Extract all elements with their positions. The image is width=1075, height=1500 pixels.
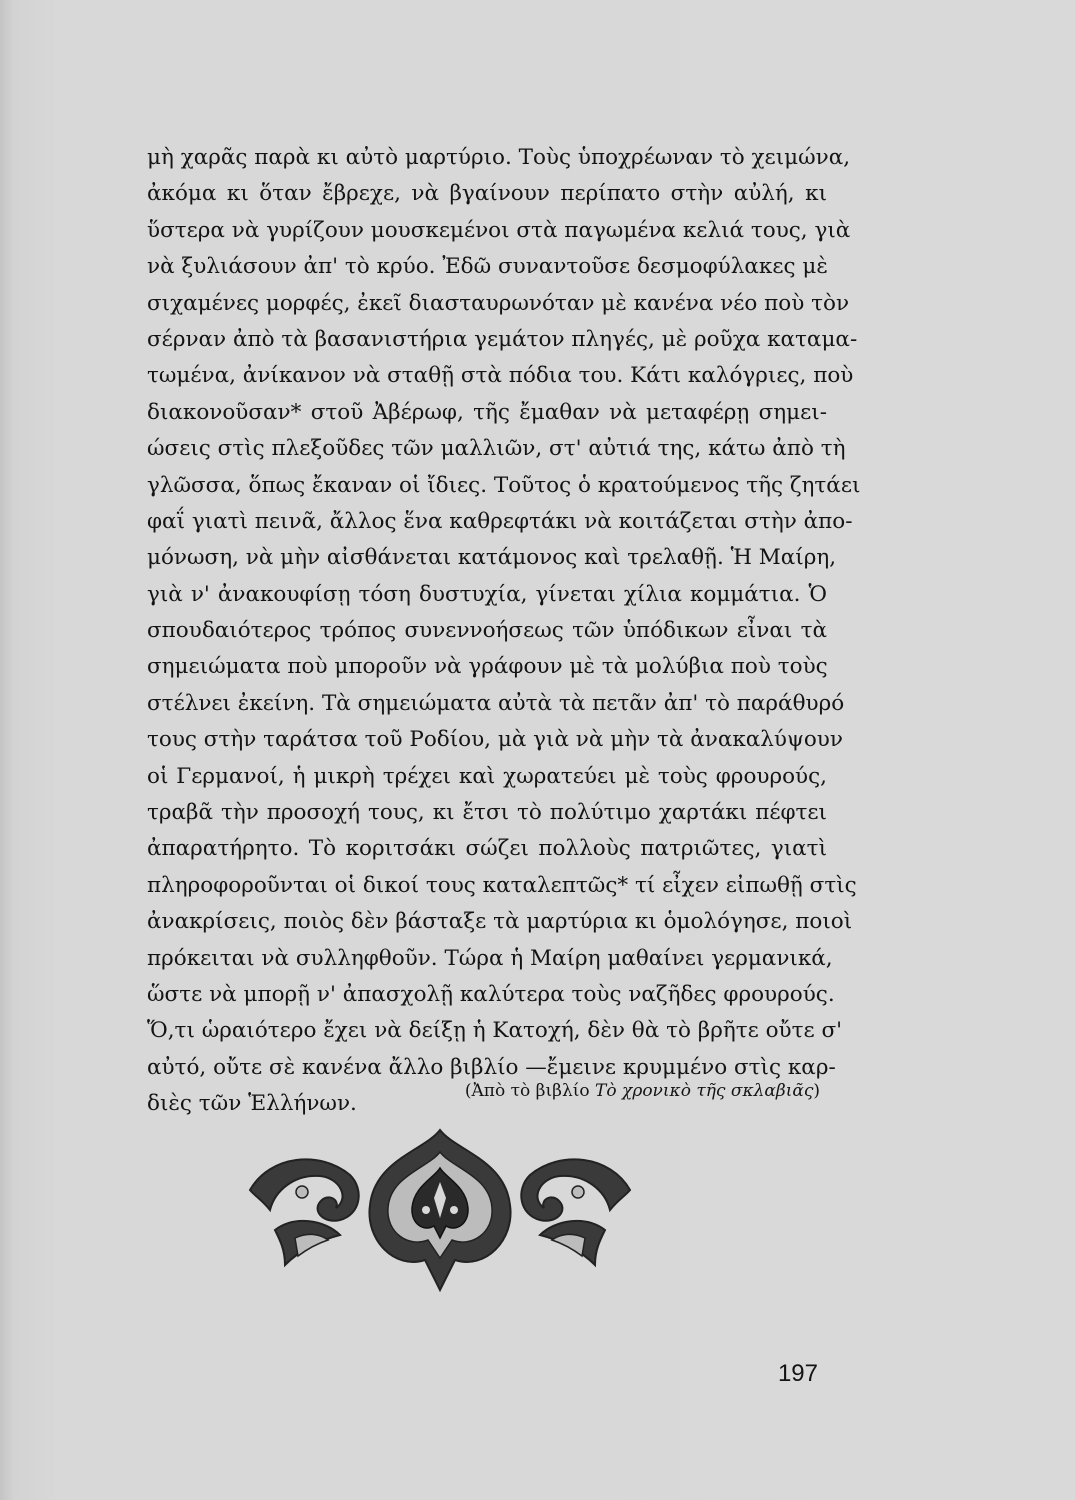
text-line: τωμένα, ἀνίκανον νὰ σταθῇ στὰ πόδια του. Κάτι καλόγριες, ποὺ <box>147 363 854 389</box>
text-line: διὲς τῶν Ἑλλήνων. <box>147 1091 357 1117</box>
text-line: πληροφοροῦνται οἱ δικοί τους καταλεπτῶς* τί εἶχεν εἰπωθῇ στὶς <box>147 872 857 898</box>
text-line: στέλνει ἐκείνη. Τὰ σημειώματα αὐτὰ τὰ πετᾶν ἀπ' τὸ παράθυρό <box>147 690 845 716</box>
text-line: τραβᾶ τὴν προσοχή τους, κι ἔτσι τὸ πολύτιμο χαρτάκι πέφτει <box>147 800 827 826</box>
text-line: ὕστερα νὰ γυρίζουν μουσκεμένοι στὰ παγωμένα κελιά τους, γιὰ <box>147 217 851 243</box>
text-line: μόνωση, νὰ μὴν αἰσθάνεται κατάμονος καὶ τρελαθῇ. Ἡ Μαίρη, <box>147 545 837 571</box>
text-line: σέρναν ἀπὸ τὰ βασανιστήρια γεμάτον πληγές, μὲ ροῦχα καταμα- <box>147 326 858 352</box>
source-suffix: ) <box>813 1081 820 1101</box>
text-line: νὰ ξυλιάσουν ἀπ' τὸ κρύο. Ἐδῶ συναντοῦσε δεσμοφύλακες μὲ <box>147 254 828 280</box>
text-line: οἱ Γερμανοί, ἡ μικρὴ τρέχει καὶ χωρατεύει μὲ τοὺς φρουρούς, <box>147 763 827 789</box>
text-line: γιὰ ν' ἀνακουφίσῃ τόση δυστυχία, γίνεται χίλια κομμάτια. Ὁ <box>147 581 827 607</box>
source-book-title: Τὸ χρονικὸ τῆς σκλαβιᾶς <box>595 1081 814 1101</box>
text-line: τους στὴν ταράτσα τοῦ Ροδίου, μὰ γιὰ νὰ μὴν τὰ ἀνακαλύψουν <box>147 727 843 753</box>
text-line: ἀνακρίσεις, ποιὸς δὲν βάσταξε τὰ μαρτύρια κι ὁμολόγησε, ποιοὶ <box>147 909 853 935</box>
text-line: σιχαμένες μορφές, ἐκεῖ διασταυρωνόταν μὲ κανένα νέο ποὺ τὸν <box>147 290 850 316</box>
page-number: 197 <box>777 1360 818 1387</box>
text-line: φαΐ γιατὶ πεινᾶ, ἄλλος ἕνα καθρεφτάκι νὰ κοιτάζεται στὴν ἀπο- <box>147 508 853 534</box>
source-citation <box>465 1081 820 1101</box>
text-line: ἀκόμα κι ὅταν ἔβρεχε, νὰ βγαίνουν περίπατο στὴν αὐλή, κι <box>147 181 827 207</box>
text-line: ὥστε νὰ μπορῇ ν' ἀπασχολῇ καλύτερα τοὺς ναζῆδες φρουρούς. <box>147 981 835 1007</box>
text-line: διακονοῦσαν* στοῦ Ἀβέρωφ, τῆς ἔμαθαν νὰ μεταφέρῃ σημει- <box>147 399 827 425</box>
text-line: ἀπαρατήρητο. Τὸ κοριτσάκι σώζει πολλοὺς πατριῶτες, γιατὶ <box>147 836 827 862</box>
text-line: σημειώματα ποὺ μποροῦν νὰ γράφουν μὲ τὰ μολύβια ποὺ τοὺς <box>147 654 828 680</box>
text-line: μὴ χαρᾶς παρὰ κι αὐτὸ μαρτύριο. Τοὺς ὑποχρέωναν τὸ χειμώνα, <box>147 145 851 170</box>
text-line: σπουδαιότερος τρόπος συνεννοήσεως τῶν ὑπόδικων εἶναι τὰ <box>147 618 827 644</box>
arabesque-ornament-icon <box>240 1120 640 1295</box>
text-line: Ὅ,τι ὡραιότερο ἔχει νὰ δείξῃ ἡ Κατοχή, δὲν θὰ τὸ βρῆτε οὔτε σ' <box>147 1018 843 1044</box>
text-line: πρόκειται νὰ συλληφθοῦν. Τώρα ἡ Μαίρη μαθαίνει γερμανικά, <box>147 945 833 971</box>
text-line: αὐτό, οὔτε σὲ κανένα ἄλλο βιβλίο —ἔμεινε κρυμμένο στὶς καρ- <box>147 1054 836 1080</box>
body-text <box>147 140 861 1123</box>
source-prefix: (Ἀπὸ τὸ βιβλίο <box>464 1081 596 1101</box>
text-line: γλῶσσα, ὅπως ἔκαναν οἱ ἴδιες. Τοῦτος ὁ κρατούμενος τῆς ζητάει <box>147 472 861 498</box>
text-line: ώσεις στὶς πλεξοῦδες τῶν μαλλιῶν, στ' αὐτιά της, κάτω ἀπὸ τὴ <box>147 436 846 462</box>
